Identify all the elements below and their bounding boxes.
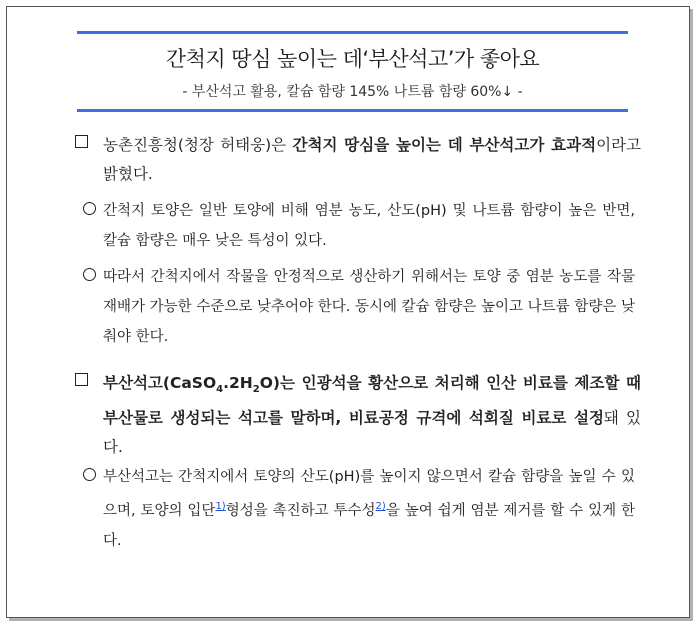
section-2-highlight — [103, 374, 641, 427]
section-1-tail: 이라고 밝혔다. — [103, 136, 642, 183]
footnote-link-1[interactable]: 1) — [215, 501, 226, 512]
page-subtitle: - 부산석고 활용, 칼슘 함량 145% 나트륨 함량 60%↓ - — [182, 84, 523, 100]
bullet-text-a: 부산석고는 간척지에서 토양의 산도(pH)를 높이지 않으면서 칼슘 함량을 높일 수 있으며, 토양의 입단 — [103, 469, 635, 519]
formula-subscript-2: 2 — [252, 384, 260, 396]
title-bottom-rule — [77, 109, 628, 112]
section-2 — [75, 369, 641, 462]
page-title: 간척지 땅심 높이는 데‘부산석고’가 좋아요 — [165, 47, 540, 71]
formula-part-2: .2H — [223, 374, 253, 392]
circle-bullet-icon — [83, 468, 96, 481]
footnote-link-2[interactable]: 2) — [375, 501, 386, 512]
bullet-text-b: 형성을 촉진하고 투수성 — [225, 502, 376, 519]
formula-part-1: 부산석고(CaSO — [103, 374, 217, 392]
bullet-text: 간척지 토양은 일반 토양에 비해 염분 농도, 산도(pH) 및 나트륨 함량이 높은 반면, 칼슘 함량은 매우 낮은 특성이 있다. — [103, 203, 635, 249]
formula-subscript-1: 4 — [216, 384, 224, 396]
section-2-tail: 돼 있다. — [103, 409, 641, 457]
square-bullet-icon — [75, 373, 88, 386]
bullet-text-c: 을 높여 쉽게 염분 제거를 할 수 있게 한다. — [103, 502, 635, 549]
title-top-rule — [77, 31, 628, 34]
section-2-text — [103, 369, 641, 462]
bullet-text: 따라서 간척지에서 작물을 안정적으로 생산하기 위해서는 토양 중 염분 농도를 작물 재배가 가능한 수준으로 낮추어야 한다. 동시에 칼슘 함량은 높이고 나트륨 함량은 낮춰야 한다. — [103, 269, 635, 345]
document-frame — [6, 6, 690, 618]
section-2-body: O)는 인광석을 황산으로 처리해 인산 비료를 제조할 때 부산물로 생성되는 석고를 말하며, 비료공정 규격에 석회질 비료로 설정 — [103, 374, 641, 428]
section-1-lead: 농촌진흥청(청장 허태웅)은 — [103, 136, 293, 154]
section-1-text — [103, 131, 641, 189]
circle-bullet-icon — [83, 268, 96, 281]
bullet-text — [103, 462, 635, 556]
square-bullet-icon — [75, 135, 88, 148]
section-2-bullet-1 — [83, 462, 635, 556]
section-1-bullet-2 — [83, 262, 635, 352]
circle-bullet-icon — [83, 202, 96, 215]
section-1-bullet-1 — [83, 196, 635, 256]
section-1 — [75, 131, 641, 189]
section-1-highlight: 간척지 땅심을 높이는 데 부산석고가 효과적 — [292, 136, 597, 154]
